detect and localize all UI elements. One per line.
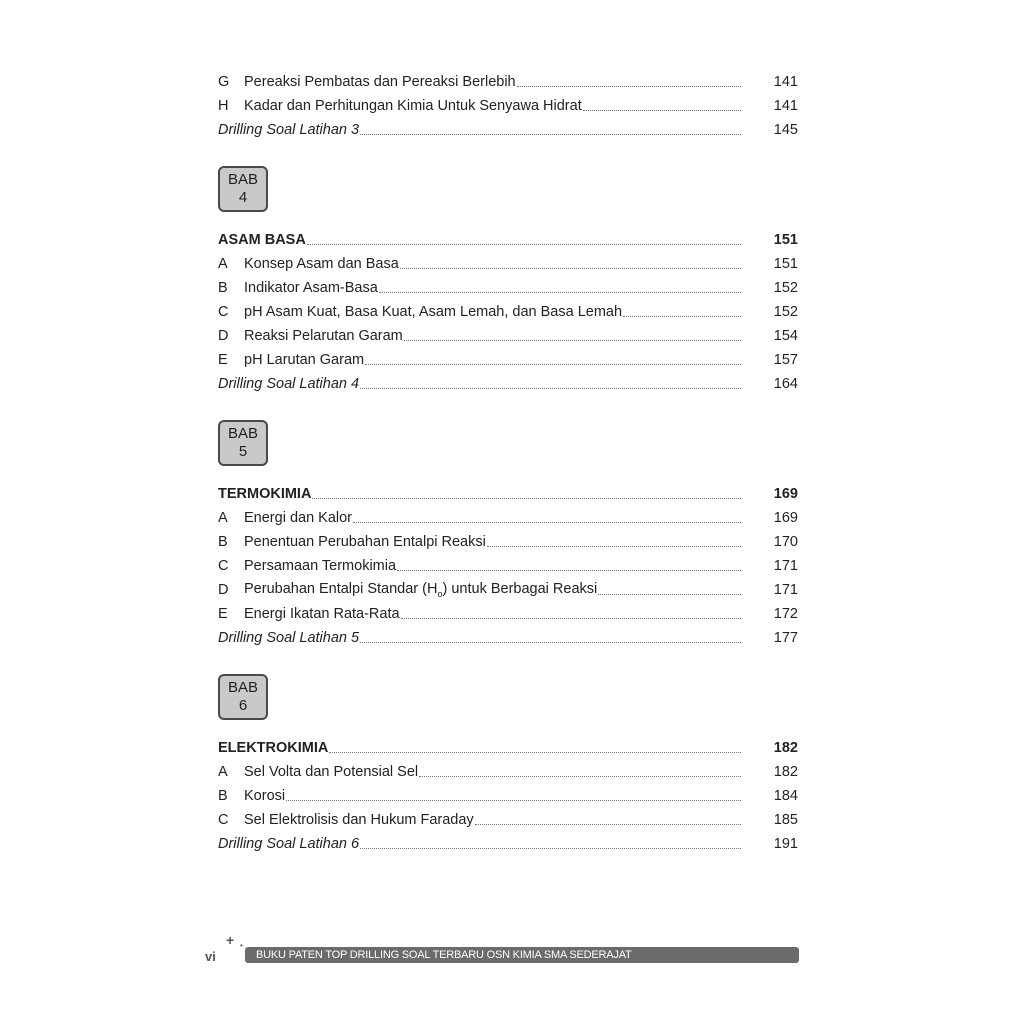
dot-leader xyxy=(517,86,741,87)
badge-word: BAB xyxy=(227,425,258,442)
entry-title: Konsep Asam dan Basa xyxy=(244,256,399,272)
chapter-page: 169 xyxy=(773,486,798,502)
entry-letter: D xyxy=(218,328,229,344)
chapter-badge xyxy=(218,674,268,720)
entry-page: 164 xyxy=(773,376,798,392)
entry-page: 152 xyxy=(773,304,798,320)
entry-title-post: ) untuk Berbagai Reaksi xyxy=(442,581,598,597)
dot-leader xyxy=(397,570,741,571)
sparkle-icon: + xyxy=(226,932,235,948)
dot-leader xyxy=(598,594,741,595)
entry-letter: C xyxy=(218,558,229,574)
toc-entry[interactable] xyxy=(218,70,798,94)
entry-title: Persamaan Termokimia xyxy=(244,558,397,574)
dot-leader xyxy=(360,134,741,135)
dot-leader xyxy=(475,824,741,825)
dot-leader xyxy=(583,110,741,111)
entry-page: 177 xyxy=(773,630,798,646)
entry-title: Drilling Soal Latihan 5 xyxy=(218,630,360,646)
entry-letter: E xyxy=(218,352,228,368)
entry-page: 182 xyxy=(773,764,798,780)
entry-letter: A xyxy=(218,510,228,526)
entry-page: 141 xyxy=(773,98,798,114)
entry-letter: B xyxy=(218,280,228,296)
entry-title: Indikator Asam-Basa xyxy=(244,280,378,296)
toc-entry[interactable] xyxy=(218,784,798,808)
toc-drill-entry[interactable] xyxy=(218,118,798,142)
dot-leader xyxy=(400,268,741,269)
entry-title: Kadar dan Perhitungan Kimia Untuk Senyawa Hidrat xyxy=(244,98,582,114)
chapter-badge xyxy=(218,420,268,466)
entry-title-pre: Perubahan Entalpi Standar (H xyxy=(244,581,438,597)
entry-title: Sel Volta dan Potensial Sel xyxy=(244,764,419,780)
toc-entry[interactable] xyxy=(218,760,798,784)
entry-title xyxy=(244,581,597,599)
toc-entry[interactable] xyxy=(218,252,798,276)
dot-leader xyxy=(360,848,741,849)
dot-leader xyxy=(329,752,741,753)
toc-entry[interactable] xyxy=(218,324,798,348)
entry-page: 169 xyxy=(773,510,798,526)
entry-page: 154 xyxy=(773,328,798,344)
toc-entry[interactable] xyxy=(218,94,798,118)
entry-title: Penentuan Perubahan Entalpi Reaksi xyxy=(244,534,486,550)
toc-entry[interactable] xyxy=(218,602,798,626)
dot-leader xyxy=(401,618,741,619)
entry-title: Drilling Soal Latihan 3 xyxy=(218,122,360,138)
page-footer xyxy=(205,932,799,966)
entry-title: pH Larutan Garam xyxy=(244,352,365,368)
badge-word: BAB xyxy=(227,679,258,696)
entry-title: Energi Ikatan Rata-Rata xyxy=(244,606,400,622)
chapter-page: 182 xyxy=(773,740,798,756)
entry-title: pH Asam Kuat, Basa Kuat, Asam Lemah, dan Basa Lemah xyxy=(244,304,623,320)
dot-leader xyxy=(365,364,741,365)
entry-page: 152 xyxy=(773,280,798,296)
toc-drill-entry[interactable] xyxy=(218,626,798,650)
entry-title: Reaksi Pelarutan Garam xyxy=(244,328,403,344)
entry-page: 145 xyxy=(773,122,798,138)
entry-title: Korosi xyxy=(244,788,286,804)
dot-leader xyxy=(360,642,741,643)
entry-title: Drilling Soal Latihan 4 xyxy=(218,376,360,392)
dot-leader xyxy=(312,498,741,499)
entry-page: 170 xyxy=(773,534,798,550)
entry-page: 185 xyxy=(773,812,798,828)
chapter-badge xyxy=(218,166,268,212)
badge-word: BAB xyxy=(227,171,258,188)
entry-letter: H xyxy=(218,98,229,114)
toc-entry[interactable] xyxy=(218,276,798,300)
toc-entry[interactable] xyxy=(218,578,798,602)
entry-letter: B xyxy=(218,788,228,804)
subscript: o xyxy=(437,589,443,599)
badge-number: 4 xyxy=(238,189,248,206)
book-title: BUKU PATEN TOP DRILLING SOAL TERBARU OSN KIMIA SMA SEDERAJAT xyxy=(256,949,632,961)
entry-letter: C xyxy=(218,812,229,828)
entry-page: 172 xyxy=(773,606,798,622)
entry-letter: A xyxy=(218,256,228,272)
entry-page: 184 xyxy=(773,788,798,804)
entry-page: 151 xyxy=(773,256,798,272)
chapter-heading[interactable] xyxy=(218,482,798,506)
entry-page: 141 xyxy=(773,74,798,90)
entry-title: Sel Elektrolisis dan Hukum Faraday xyxy=(244,812,474,828)
entry-page: 157 xyxy=(773,352,798,368)
dot-leader xyxy=(404,340,741,341)
entry-letter: G xyxy=(218,74,230,90)
toc-entry[interactable] xyxy=(218,554,798,578)
toc-entry[interactable] xyxy=(218,530,798,554)
badge-number: 5 xyxy=(238,443,248,460)
toc-drill-entry[interactable] xyxy=(218,372,798,396)
toc-entry[interactable] xyxy=(218,808,798,832)
toc-entry[interactable] xyxy=(218,348,798,372)
entry-letter: D xyxy=(218,582,229,598)
entry-letter: A xyxy=(218,764,228,780)
dot-leader xyxy=(286,800,741,801)
toc-entry[interactable] xyxy=(218,300,798,324)
chapter-title: ELEKTROKIMIA xyxy=(218,740,329,756)
toc-entry[interactable] xyxy=(218,506,798,530)
entry-letter: E xyxy=(218,606,228,622)
dot-leader xyxy=(353,522,741,523)
sparkle-dot-icon: • xyxy=(240,941,243,950)
page-number: vi xyxy=(205,949,216,964)
chapter-heading[interactable] xyxy=(218,228,798,252)
entry-page: 171 xyxy=(773,582,798,598)
entry-page: 191 xyxy=(773,836,798,852)
entry-letter: C xyxy=(218,304,229,320)
chapter-page: 151 xyxy=(773,232,798,248)
dot-leader xyxy=(379,292,741,293)
book-title-banner xyxy=(245,947,799,963)
chapter-title: ASAM BASA xyxy=(218,232,306,248)
dot-leader xyxy=(487,546,741,547)
dot-leader xyxy=(307,244,741,245)
dot-leader xyxy=(419,776,741,777)
entry-page: 171 xyxy=(773,558,798,574)
entry-title: Energi dan Kalor xyxy=(244,510,353,526)
toc-drill-entry[interactable] xyxy=(218,832,798,856)
chapter-heading[interactable] xyxy=(218,736,798,760)
entry-title: Pereaksi Pembatas dan Pereaksi Berlebih xyxy=(244,74,516,90)
dot-leader xyxy=(623,316,741,317)
entry-title: Drilling Soal Latihan 6 xyxy=(218,836,360,852)
dot-leader xyxy=(360,388,741,389)
entry-letter: B xyxy=(218,534,228,550)
badge-number: 6 xyxy=(238,697,248,714)
chapter-title: TERMOKIMIA xyxy=(218,486,312,502)
table-of-contents xyxy=(218,70,798,856)
